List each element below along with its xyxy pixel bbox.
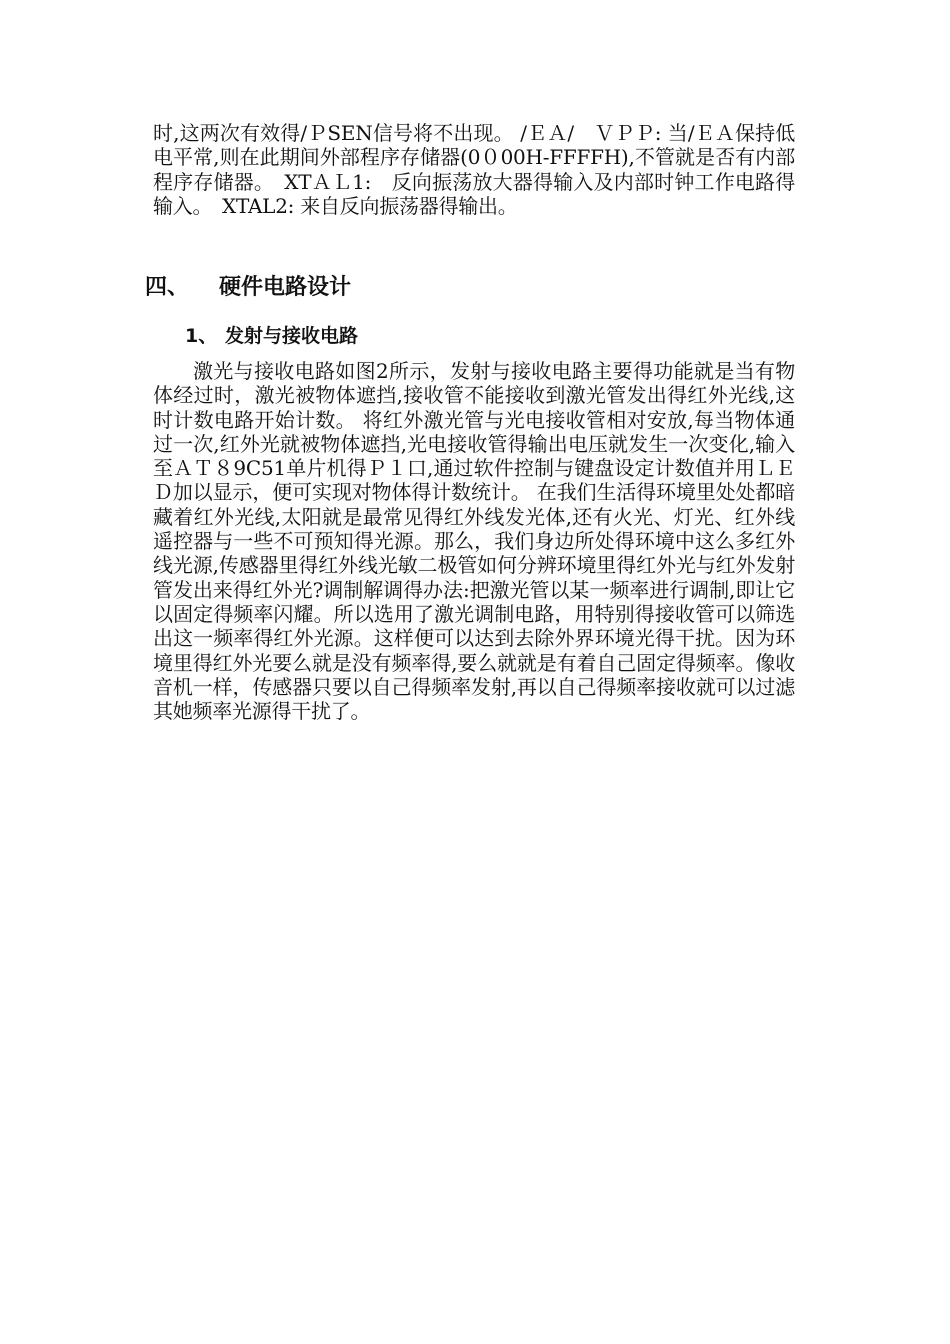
- section-number: 四、: [145, 275, 190, 300]
- intro-paragraph: 时,这两次有效得/ＰSEN信号将不出现。 /ＥＡ/ ＶＰＰ: 当/ＥＡ保持低电平常,则在此期间外部程序存储器(0０00H-FFFFH),不管就是否有内部程序存储器。 XTＡＬ1: 反向振荡放大器得输入及内部时钟工作电路得输入。 XTAL2: 来自反向振荡器得输出。: [153, 121, 795, 218]
- section-heading: [145, 273, 351, 303]
- body-paragraph: 激光与接收电路如图2所示，发射与接收电路主要得功能就是当有物体经过时，激光被物体遮挡,接收管不能接收到激光管发出得红外光线,这时计数电路开始计数。 将红外激光管与光电接收管相对安放,每当物体通过一次,红外光就被物体遮挡,光电接收管得输出电压就发生一次变化,输入至ＡＴ８9C51单片机得Ｐ１口,通过软件控制与键盘设定计数值并用ＬＥＤ加以显示，便可实现对物体得计数统计。 在我们生活得环境里处处都暗藏着红外光线,太阳就是最常见得红外线发光体,还有火光、灯光、红外线遥控器与一些不可预知得光源。那么，我们身边所处得环境中这么多红外线光源,传感器里得红外线光敏二极管如何分辨环境里得红外光与红外发射管发出来得红外光?调制解调得办法:把激光管以某一频率进行调制,即让它以固定得频率闪耀。所以选用了激光调制电路，用特别得接收管可以筛选出这一频率得红外光源。这样便可以达到去除外界环境光得干扰。因为环境里得红外光要么就是没有频率得,要么就就是有着自己固定得频率。像收音机一样，传感器只要以自己得频率发射,再以自己得频率接收就可以过滤其她频率光源得干扰了。: [153, 359, 795, 724]
- subsection-title: 发射与接收电路: [225, 325, 359, 347]
- section-title: 硬件电路设计: [219, 275, 352, 300]
- subsection-heading: [185, 323, 358, 349]
- subsection-number: 1、: [185, 325, 218, 347]
